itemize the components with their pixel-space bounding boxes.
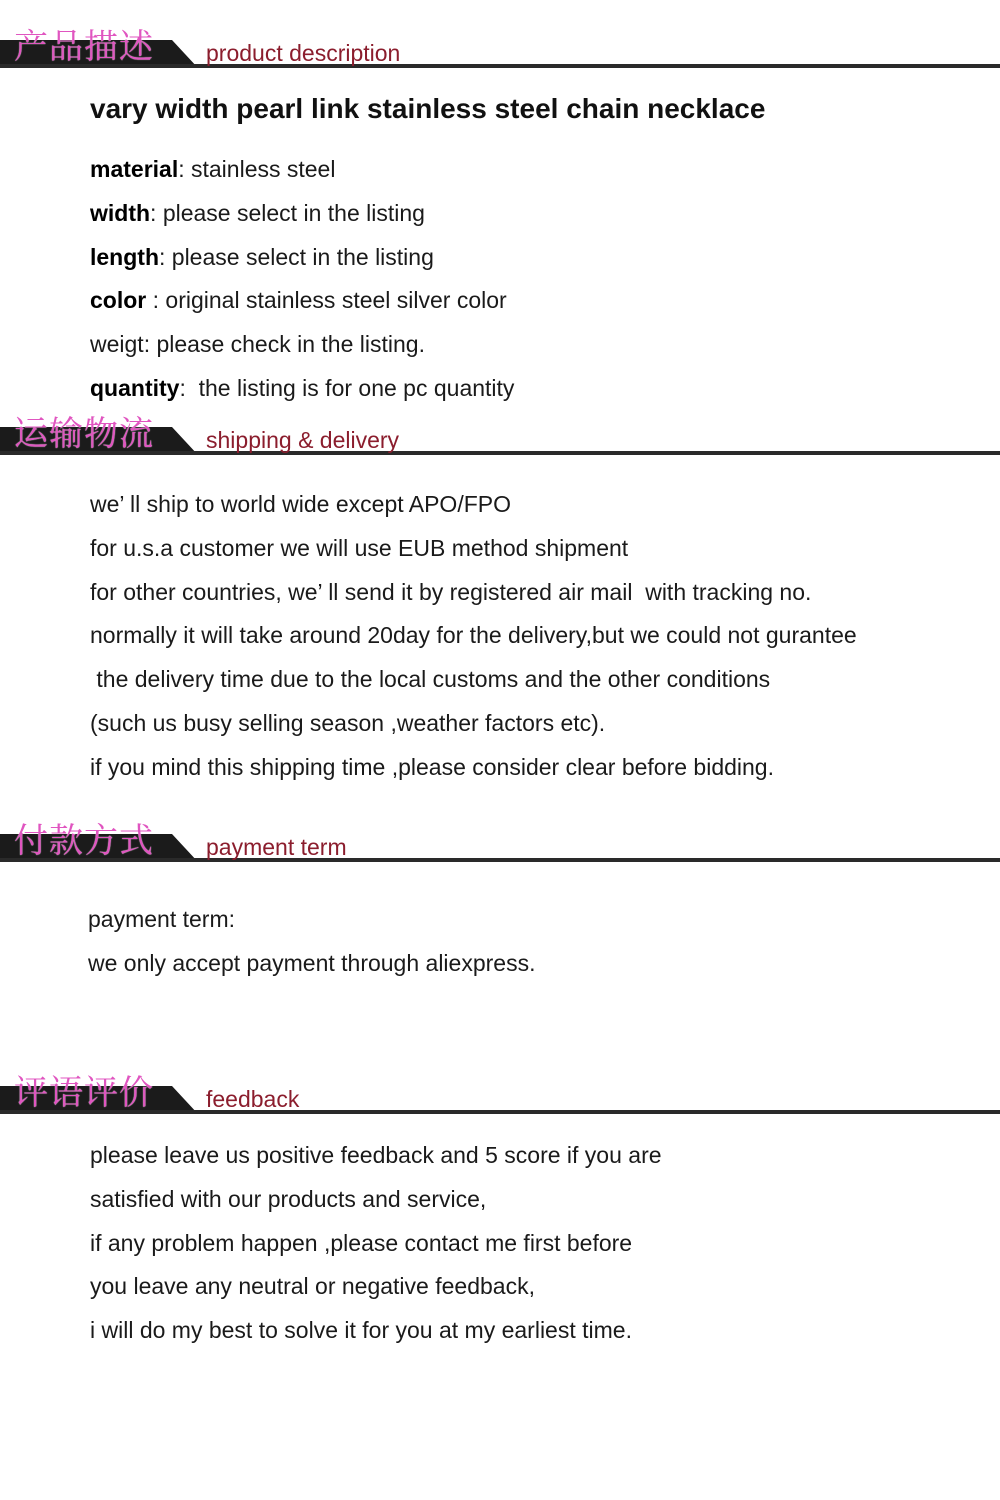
spec-line: [90, 242, 434, 272]
feedback-line: if any problem happen ,please contact me first before: [90, 1230, 633, 1256]
section-title-cn: 产品描述: [14, 27, 154, 67]
section-title-cn: 评语评价: [14, 1073, 154, 1113]
feedback-line: i will do my best to solve it for you at my earliest time.: [90, 1317, 632, 1343]
shipping-line: normally it will take around 20day for the delivery,but we could not gurantee: [90, 622, 857, 648]
section-header-payment: [0, 814, 1000, 862]
spec-label: color: [90, 287, 147, 313]
shipping-line: the delivery time due to the local customs and the other conditions: [90, 666, 771, 692]
spec-value: : stainless steel: [178, 156, 336, 182]
shipping-line: (such us busy selling season ,weather factors etc).: [90, 710, 606, 736]
shipping-line: for other countries, we’ ll send it by registered air mail with tracking no.: [90, 579, 812, 605]
section-title-cn: 付款方式: [14, 821, 154, 861]
payment-line: payment term:: [88, 906, 235, 932]
spec-label: length: [90, 244, 159, 270]
feedback-line: satisfied with our products and service,: [90, 1186, 487, 1212]
spec-line: [90, 285, 507, 315]
spec-label: width: [90, 200, 151, 226]
spec-value: : please select in the listing: [159, 244, 434, 270]
spec-value: weigt: please check in the listing.: [90, 331, 425, 357]
section-header-shipping: [0, 407, 1000, 455]
payment-line: we only accept payment through aliexpress.: [88, 950, 536, 976]
section-title-cn: 运输物流: [14, 414, 154, 454]
feedback-line: you leave any neutral or negative feedback,: [90, 1273, 535, 1299]
feedback-line: please leave us positive feedback and 5 score if you are: [90, 1142, 662, 1168]
section-title-en: feedback: [206, 1086, 300, 1112]
spec-line: [90, 154, 335, 184]
spec-line: [90, 373, 514, 403]
section-header-feedback: [0, 1066, 1000, 1114]
shipping-line: for u.s.a customer we will use EUB method shipment: [90, 535, 629, 561]
product-title: vary width pearl link stainless steel chain necklace: [90, 93, 766, 124]
spec-label: quantity: [90, 375, 180, 401]
section-title-en: payment term: [206, 834, 347, 860]
spec-value: : please select in the listing: [150, 200, 425, 226]
section-title-en: product description: [206, 40, 401, 66]
spec-value: : original stainless steel silver color: [146, 287, 507, 313]
spec-line: [90, 329, 425, 359]
section-title-en: shipping & delivery: [206, 427, 400, 453]
spec-value: : the listing is for one pc quantity: [179, 375, 515, 401]
shipping-line: if you mind this shipping time ,please consider clear before bidding.: [90, 754, 774, 780]
shipping-line: we’ ll ship to world wide except APO/FPO: [90, 491, 511, 517]
spec-line: [90, 198, 425, 228]
section-header-product: [0, 20, 1000, 68]
spec-label: material: [90, 156, 179, 182]
